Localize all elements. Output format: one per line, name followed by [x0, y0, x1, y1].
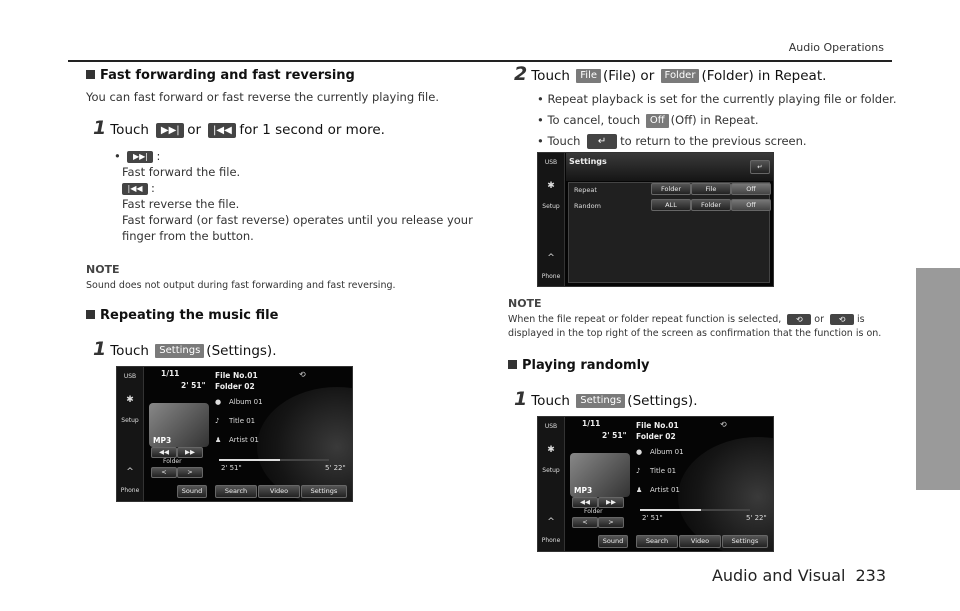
fast-reverse-icon: |◀◀: [208, 123, 236, 138]
usb-button: USB: [544, 159, 558, 166]
file-label: File No.01: [215, 371, 258, 380]
prev-track-button: ◀◀: [572, 497, 598, 508]
album-icon: ●: [215, 398, 222, 406]
folder-next-button: >: [177, 467, 203, 478]
folder-label: Folder 02: [636, 432, 676, 441]
repeat-off-button: Off: [731, 183, 771, 195]
progress-track: [219, 459, 329, 461]
next-track-button: ▶▶: [598, 497, 624, 508]
player-screenshot-1: [116, 366, 353, 502]
artist-name: Artist 01: [229, 436, 259, 444]
file-label: File No.01: [636, 421, 679, 430]
album-icon: ●: [636, 448, 643, 456]
ff-heading: Fast forwarding and fast reversing: [86, 68, 355, 83]
folder-button: Folder: [584, 508, 603, 515]
fast-reverse-icon: |◀◀: [122, 183, 148, 195]
bullet-1: • Repeat playback is set for the currently playing file or folder.: [537, 92, 897, 106]
elapsed-time: 2' 51": [181, 381, 206, 390]
bullet-3: • Touch ↵ to return to the previous screen.: [537, 134, 807, 148]
setup-button: Setup: [121, 417, 139, 424]
random-step-1: 1 Touch Settings (Settings).: [514, 388, 698, 410]
progress-fill: [640, 509, 701, 511]
up-arrow-icon: ^: [547, 517, 555, 527]
repeat-step-1: 1 Touch Settings (Settings).: [93, 338, 277, 360]
phone-button: Phone: [541, 273, 561, 280]
album-art: MP3: [570, 453, 630, 497]
fast-forward-icon: ▶▶|: [127, 151, 153, 163]
person-icon: ♟: [215, 436, 222, 444]
progress-track: [640, 509, 750, 511]
bluetooth-icon: ✱: [547, 181, 555, 191]
note-icon: ♪: [215, 417, 220, 425]
folder-next-button: >: [598, 517, 624, 528]
random-all-button: ALL: [651, 199, 691, 211]
repeat-folder-button: Folder: [651, 183, 691, 195]
folder-repeat-icon: ⟲: [787, 314, 811, 325]
note-icon: ♪: [636, 467, 641, 475]
bullet-2: • To cancel, touch Off (Off) in Repeat.: [537, 113, 759, 127]
settings-button-inline: Settings: [155, 344, 204, 358]
note-label-2: NOTE: [508, 297, 542, 310]
settings-button: Settings: [722, 535, 768, 548]
chapter-side-tab: [916, 268, 960, 490]
elapsed-time: 2' 51": [602, 431, 627, 440]
video-button: Video: [679, 535, 721, 548]
up-arrow-icon: ^: [126, 467, 134, 477]
settings-button-inline: Settings: [576, 394, 625, 408]
folder-prev-button: <: [151, 467, 177, 478]
page-number: 233: [855, 566, 886, 585]
heading-square-icon: [86, 310, 95, 319]
heading-square-icon: [86, 70, 95, 79]
repeat-file-button: File: [691, 183, 731, 195]
usb-button: USB: [544, 423, 558, 430]
time-end: 5' 22": [746, 514, 767, 522]
section-header: Audio Operations: [788, 41, 884, 54]
prev-track-button: ◀◀: [151, 447, 177, 458]
page-footer: [712, 566, 886, 585]
repeat-status-icon: ⟲: [720, 420, 727, 429]
side-bar: [538, 153, 565, 286]
artist-name: Artist 01: [650, 486, 680, 494]
next-track-button: ▶▶: [177, 447, 203, 458]
random-off-button: Off: [731, 199, 771, 211]
side-bar: [117, 367, 144, 501]
note-line-1: When the file repeat or folder repeat function is selected, ⟲ or ⟲ is: [508, 314, 865, 325]
title-name: Title 01: [650, 467, 677, 475]
search-button: Search: [636, 535, 678, 548]
sound-button: Sound: [598, 535, 628, 548]
ff-step-1: 1 Touch ▶▶| or |◀◀ for 1 second or more.: [93, 117, 385, 139]
footer-title: Audio and Visual: [711, 566, 846, 585]
search-button: Search: [215, 485, 257, 498]
note-label: NOTE: [86, 263, 120, 276]
title-name: Title 01: [229, 417, 256, 425]
header-rule: [68, 60, 892, 62]
phone-button: Phone: [541, 537, 561, 544]
repeat-status-icon: ⟲: [299, 370, 306, 379]
time-start: 2' 51": [221, 464, 242, 472]
track-count: 1/11: [161, 369, 180, 378]
folder-button: Folder: [163, 458, 182, 465]
ff-description: • ▶▶| : Fast forward the file. |◀◀ : Fast reverse the file. Fast forward (or fast reverse) operates until you release your finger from the button.: [114, 149, 473, 243]
person-icon: ♟: [636, 486, 643, 494]
sound-button: Sound: [177, 485, 207, 498]
back-icon: ↵: [587, 134, 617, 149]
random-folder-button: Folder: [691, 199, 731, 211]
setup-button: Setup: [542, 467, 560, 474]
file-button-inline: File: [576, 69, 601, 83]
track-count: 1/11: [582, 419, 601, 428]
repeat-step-2: 2 Touch File (File) or Folder (Folder) in Repeat.: [514, 63, 827, 85]
usb-button: USB: [123, 373, 137, 380]
repeat-heading: Repeating the music file: [86, 308, 278, 323]
settings-title: Settings: [569, 157, 607, 166]
album-name: Album 01: [650, 448, 684, 456]
album-art: MP3: [149, 403, 209, 447]
random-label: Random: [574, 202, 601, 210]
time-end: 5' 22": [325, 464, 346, 472]
folder-label: Folder 02: [215, 382, 255, 391]
phone-button: Phone: [120, 487, 140, 494]
settings-screenshot: [537, 152, 774, 287]
settings-button: Settings: [301, 485, 347, 498]
album-name: Album 01: [229, 398, 263, 406]
ff-intro: You can fast forward or fast reverse the currently playing file.: [86, 90, 439, 104]
folder-button-inline: Folder: [661, 69, 700, 83]
setup-button: Setup: [542, 203, 560, 210]
folder-prev-button: <: [572, 517, 598, 528]
bluetooth-icon: ✱: [547, 445, 555, 455]
heading-square-icon: [508, 360, 517, 369]
file-repeat-icon: ⟲: [830, 314, 854, 325]
fast-forward-icon: ▶▶|: [156, 123, 184, 138]
settings-panel: [568, 182, 770, 283]
random-heading: Playing randomly: [508, 358, 650, 373]
time-start: 2' 51": [642, 514, 663, 522]
video-button: Video: [258, 485, 300, 498]
off-button-inline: Off: [646, 114, 669, 128]
bluetooth-icon: ✱: [126, 395, 134, 405]
back-button: ↵: [750, 160, 770, 174]
note-text: Sound does not output during fast forwarding and fast reversing.: [86, 280, 396, 291]
up-arrow-icon: ^: [547, 253, 555, 263]
player-screenshot-2: [537, 416, 774, 552]
side-bar: [538, 417, 565, 551]
note-line-2: displayed in the top right of the screen as confirmation that the function is on.: [508, 328, 882, 339]
repeat-label: Repeat: [574, 186, 597, 194]
progress-fill: [219, 459, 280, 461]
